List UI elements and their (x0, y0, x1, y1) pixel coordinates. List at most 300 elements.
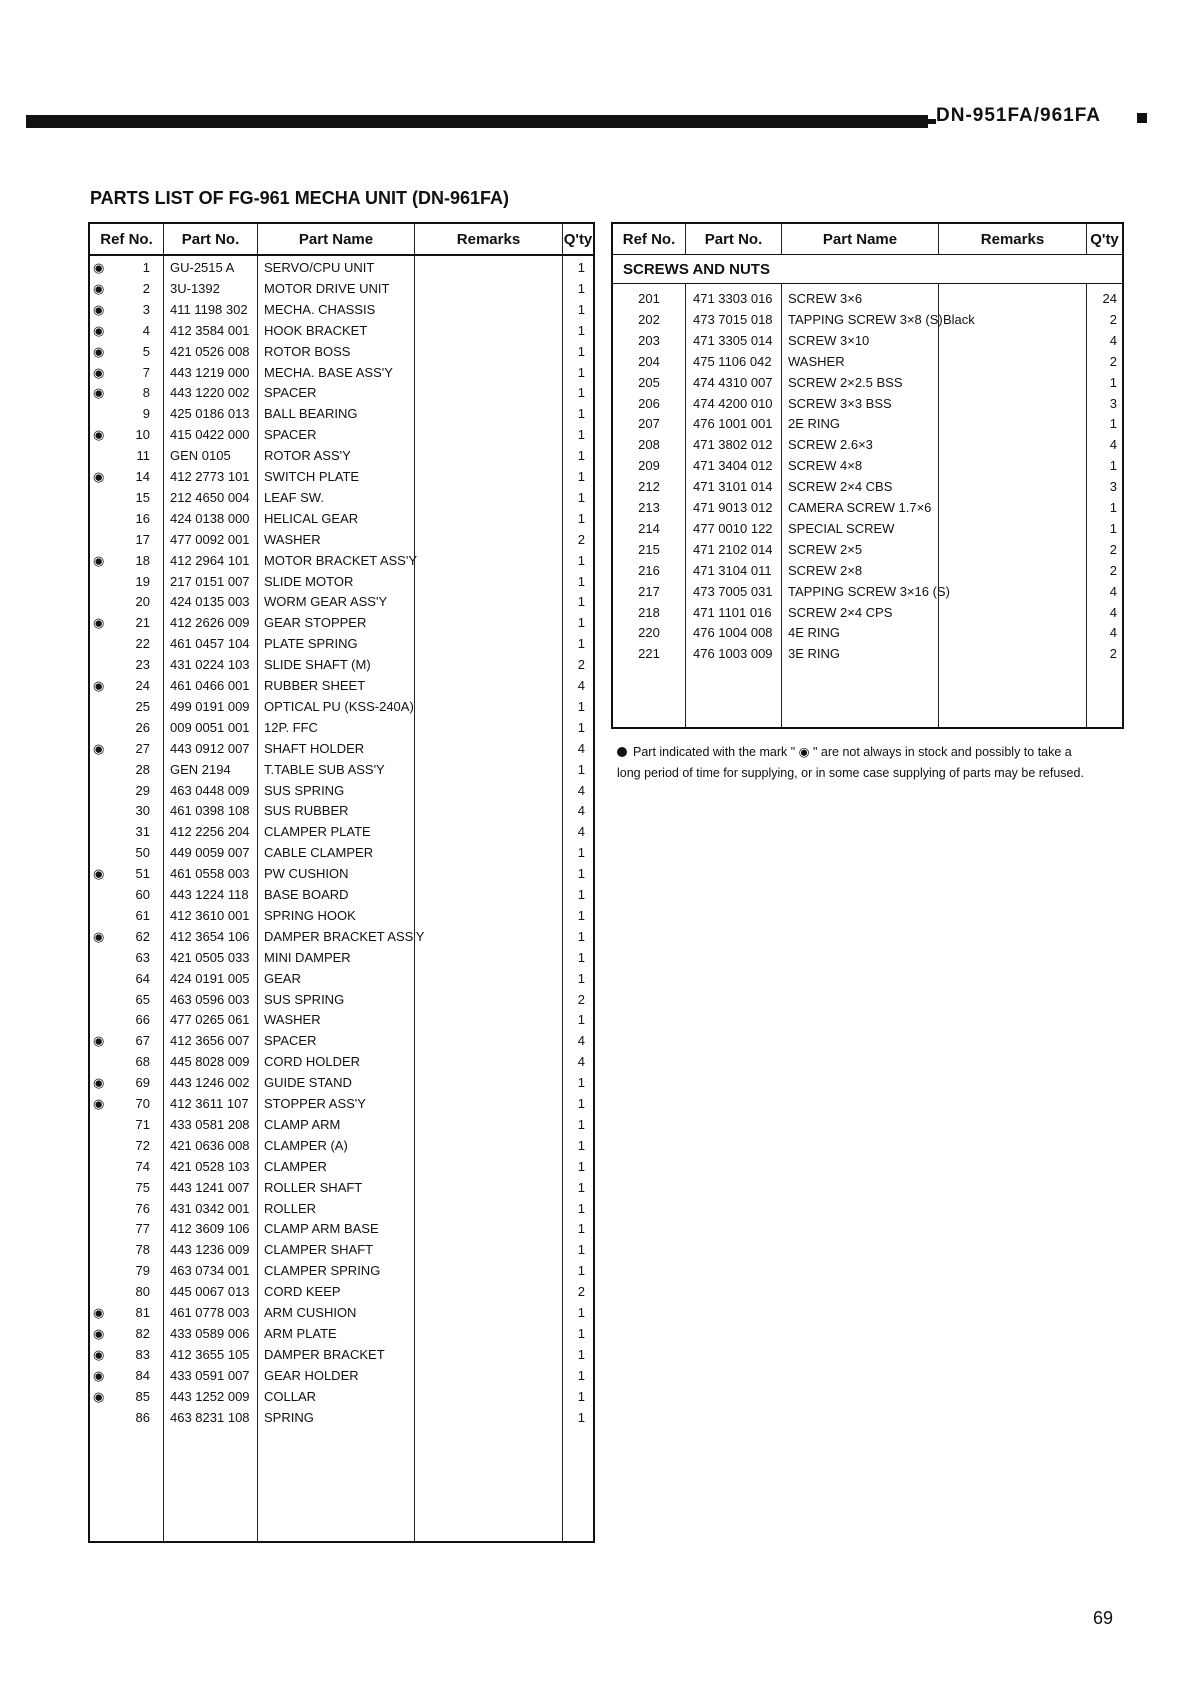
qty: 4 (1109, 604, 1117, 620)
col-header-remarks: Remarks (456, 230, 521, 248)
stock-mark-icon: ◉ (93, 385, 105, 401)
part-no: 421 0505 033 (170, 949, 250, 965)
page-title: PARTS LIST OF FG-961 MECHA UNIT (DN-961FA) (90, 188, 510, 208)
part-no: 424 0138 000 (170, 510, 250, 526)
ref-no: 23 (135, 657, 150, 673)
qty: 1 (577, 719, 585, 735)
part-no: 421 0526 008 (170, 343, 250, 359)
ref-no: 81 (135, 1305, 150, 1320)
table-row (90, 822, 593, 843)
table-row (90, 969, 593, 990)
qty: 4 (577, 740, 585, 756)
ref-no: 218 (638, 604, 660, 620)
ref-no: 15 (135, 489, 150, 505)
ref-no: 26 (135, 719, 150, 735)
part-no: 474 4310 007 (693, 374, 773, 390)
mecha-parts-table (88, 222, 595, 1543)
qty: 1 (577, 1367, 585, 1383)
ref-no: 66 (135, 1012, 150, 1028)
col-header-part-no: Part No. (704, 230, 763, 248)
ref-no: 86 (135, 1409, 150, 1425)
table-row (90, 1031, 593, 1052)
qty: 4 (1109, 583, 1117, 599)
stock-mark-icon: ◉ (93, 1305, 105, 1320)
stock-mark-icon: ◉ (93, 740, 105, 756)
table-row (90, 1324, 593, 1345)
table-row (613, 310, 1122, 331)
part-name: CLAMP ARM BASE (264, 1221, 379, 1237)
table-row (90, 634, 593, 655)
qty: 1 (577, 343, 585, 359)
part-name: SUS SPRING (264, 991, 345, 1007)
qty: 1 (1109, 500, 1117, 515)
qty: 1 (577, 970, 585, 986)
part-name: SCREW 3×6 (788, 291, 863, 306)
ref-no: 21 (135, 615, 150, 631)
ref-no: 202 (638, 311, 660, 327)
table-row (90, 864, 593, 885)
qty: 4 (1109, 437, 1117, 453)
table-row (90, 948, 593, 969)
qty: 4 (577, 803, 585, 819)
qty: 1 (577, 928, 585, 944)
part-no: 415 0422 000 (170, 427, 250, 443)
part-no: 471 3104 011 (693, 562, 772, 578)
qty: 4 (577, 782, 585, 798)
ref-no: 51 (135, 866, 150, 882)
part-name: ROLLER (264, 1200, 317, 1216)
qty: 4 (577, 1033, 585, 1049)
ref-no: 17 (135, 531, 150, 547)
ref-no: 221 (638, 646, 660, 662)
col-header-qty: Q'ty (563, 230, 593, 248)
part-name: T.TABLE SUB ASS'Y (264, 761, 385, 777)
ref-no: 72 (135, 1137, 150, 1153)
qty: 1 (577, 489, 585, 505)
header-rule (26, 115, 928, 128)
part-no: 425 0186 013 (170, 406, 250, 422)
table-row (90, 1408, 593, 1429)
part-name: SPECIAL SCREW (788, 520, 895, 536)
table-row (90, 1240, 593, 1261)
table-row (90, 342, 593, 363)
part-no: 443 1241 007 (170, 1179, 250, 1195)
stock-mark-icon: ◉ (93, 866, 105, 882)
ref-no: 76 (135, 1200, 150, 1216)
part-name: SPACER (264, 1033, 317, 1049)
part-no: 412 3609 106 (170, 1221, 250, 1237)
part-no: 475 1106 042 (693, 353, 772, 369)
part-no: 461 0466 001 (170, 678, 250, 693)
table-row (613, 644, 1122, 665)
part-name: MOTOR DRIVE UNIT (264, 280, 390, 296)
ref-no: 29 (135, 782, 150, 798)
header-rule-tail (926, 119, 936, 124)
table-row (613, 373, 1122, 394)
table-row (90, 1387, 593, 1408)
ref-no: 22 (135, 636, 150, 652)
ref-no: 1 (142, 260, 150, 275)
part-name: ROTOR BOSS (264, 343, 351, 359)
part-name: CABLE CLAMPER (264, 845, 374, 861)
qty: 1 (1109, 520, 1117, 536)
qty: 2 (577, 657, 585, 673)
part-name: PW CUSHION (264, 866, 349, 882)
part-no: 471 9013 012 (693, 500, 773, 515)
part-name: SCREW 2.6×3 (788, 437, 873, 453)
stock-mark-icon: ◉ (93, 364, 105, 380)
part-name: GEAR (264, 970, 301, 986)
ref-no: 201 (638, 291, 660, 306)
part-no: 412 3610 001 (170, 907, 250, 923)
col-header-ref-no: Ref No. (622, 230, 676, 248)
part-name: WASHER (264, 531, 321, 547)
table-row (90, 718, 593, 739)
part-name: PLATE SPRING (264, 636, 358, 652)
qty: 1 (577, 280, 585, 296)
ref-no: 5 (142, 343, 150, 359)
col-header-part-name: Part Name (298, 230, 374, 248)
table-row (90, 1345, 593, 1366)
table-row (90, 760, 593, 781)
qty: 1 (577, 1221, 585, 1237)
part-no: 412 3656 007 (170, 1033, 250, 1049)
ref-no: 16 (135, 510, 150, 526)
stock-mark-icon: ◉ (93, 678, 105, 693)
stock-mark-icon: ◉ (93, 322, 105, 338)
ref-no: 30 (135, 803, 150, 819)
stock-note (617, 742, 1097, 784)
stock-mark-icon: ◉ (93, 1033, 105, 1049)
part-no: 412 2773 101 (170, 469, 250, 484)
part-no: 471 2102 014 (693, 541, 773, 557)
table-row (90, 1157, 593, 1178)
table-row (90, 1282, 593, 1303)
qty: 1 (577, 866, 585, 882)
stock-mark-icon: ◉ (93, 615, 105, 631)
qty: 1 (1109, 416, 1117, 432)
ref-no: 18 (135, 552, 150, 568)
part-name: GEAR STOPPER (264, 615, 367, 631)
table-row (90, 906, 593, 927)
part-no: 433 0581 208 (170, 1116, 250, 1132)
qty: 1 (577, 510, 585, 526)
table-row (90, 739, 593, 760)
part-no: 471 1101 016 (693, 604, 772, 620)
part-no: 471 3305 014 (693, 332, 773, 348)
qty: 1 (577, 552, 585, 568)
part-name: SUS RUBBER (264, 803, 349, 819)
part-name: WASHER (788, 353, 845, 369)
table-row (90, 321, 593, 342)
qty: 3 (1109, 479, 1117, 495)
part-name: DAMPER BRACKET ASS'Y (264, 928, 425, 944)
part-name: LEAF SW. (264, 489, 324, 505)
ref-no: 14 (135, 469, 150, 484)
stock-mark-icon: ◉ (93, 469, 105, 484)
part-name: CLAMPER PLATE (264, 824, 371, 840)
ref-no: 24 (135, 678, 150, 693)
ref-no: 208 (638, 437, 660, 453)
screws-parts-table (611, 222, 1124, 729)
part-no: 443 1220 002 (170, 385, 250, 401)
qty: 1 (577, 427, 585, 443)
qty: 4 (577, 678, 585, 693)
ref-no: 75 (135, 1179, 150, 1195)
part-name: CLAMPER (264, 1158, 327, 1174)
ref-no: 83 (135, 1346, 150, 1362)
qty: 1 (577, 364, 585, 380)
ref-no: 64 (135, 970, 150, 986)
ref-no: 28 (135, 761, 150, 777)
part-name: RUBBER SHEET (264, 678, 366, 693)
ref-no: 203 (638, 332, 660, 348)
ref-no: 207 (638, 416, 660, 432)
table-row (90, 1010, 593, 1031)
table-row (90, 990, 593, 1011)
table-row (90, 655, 593, 676)
part-no: 449 0059 007 (170, 845, 250, 861)
part-name: SHAFT HOLDER (264, 740, 365, 756)
qty: 4 (1109, 625, 1117, 641)
stock-mark-icon: ◉ (93, 427, 105, 443)
part-no: 443 1224 118 (170, 887, 249, 902)
part-no: 471 3802 012 (693, 437, 773, 453)
ref-no: 62 (135, 928, 150, 944)
ref-no: 50 (135, 845, 150, 861)
part-no: 473 7005 031 (693, 583, 773, 599)
qty: 1 (577, 1305, 585, 1320)
table-row (613, 623, 1122, 644)
ref-no: 77 (135, 1221, 150, 1237)
qty: 1 (577, 1012, 585, 1028)
ref-no: 70 (135, 1096, 150, 1111)
part-name: HOOK BRACKET (264, 322, 368, 338)
qty: 1 (577, 573, 585, 589)
part-name: DAMPER BRACKET (264, 1346, 385, 1362)
table-row (90, 467, 593, 488)
part-name: ARM CUSHION (264, 1305, 357, 1320)
qty: 1 (577, 1200, 585, 1216)
part-no: 463 0734 001 (170, 1263, 250, 1279)
table-row (90, 509, 593, 530)
part-no: 471 3101 014 (693, 479, 773, 495)
qty: 1 (577, 1242, 585, 1258)
qty: 1 (577, 1325, 585, 1341)
stock-mark-icon: ◉ (93, 260, 105, 275)
part-name: SCREW 2×5 (788, 541, 863, 557)
part-no: 463 8231 108 (170, 1409, 250, 1425)
qty: 1 (577, 301, 585, 317)
table-row (90, 446, 593, 467)
stock-mark-icon: ◉ (93, 1096, 105, 1111)
ref-no: 212 (638, 479, 660, 495)
ref-no: 11 (136, 448, 150, 464)
qty: 1 (577, 469, 585, 484)
qty: 1 (577, 761, 585, 777)
part-no: 424 0135 003 (170, 594, 250, 610)
table-row (613, 582, 1122, 603)
part-no: 443 0912 007 (170, 740, 250, 756)
ref-no: 206 (638, 395, 660, 411)
table-row (90, 279, 593, 300)
qty: 1 (577, 615, 585, 631)
part-name: CLAMPER SHAFT (264, 1242, 374, 1258)
part-name: SPRING (264, 1409, 314, 1425)
table-row (90, 1178, 593, 1199)
table-row (90, 258, 593, 279)
table-row (90, 927, 593, 948)
qty: 1 (577, 448, 585, 464)
ref-no: 216 (638, 562, 660, 578)
part-name: ROTOR ASS'Y (264, 448, 351, 464)
part-no: 461 0558 003 (170, 866, 250, 882)
col-header-ref-no: Ref No. (100, 230, 153, 248)
stock-mark-icon: ◉ (93, 1367, 105, 1383)
part-name: SPACER (264, 427, 317, 443)
table-row (613, 519, 1122, 540)
table-row (90, 383, 593, 404)
ref-no: 10 (135, 427, 150, 443)
table-row (90, 676, 593, 697)
ref-no: 31 (135, 824, 150, 840)
part-name: BALL BEARING (264, 406, 358, 422)
qty: 1 (577, 907, 585, 923)
qty: 1 (577, 385, 585, 401)
ref-no: 4 (142, 322, 150, 338)
ref-no: 74 (135, 1158, 150, 1174)
qty: 1 (1109, 458, 1117, 474)
table-row (613, 414, 1122, 435)
table-row (90, 613, 593, 634)
part-no: 3U-1392 (170, 280, 220, 296)
table-row (613, 498, 1122, 519)
qty: 1 (577, 594, 585, 610)
table-row (613, 352, 1122, 373)
ref-no: 20 (135, 594, 150, 610)
part-name: GEAR HOLDER (264, 1367, 359, 1383)
qty: 1 (577, 406, 585, 422)
stock-mark-icon: ◉ (93, 301, 105, 317)
qty: 1 (577, 260, 585, 275)
table-row (90, 1303, 593, 1324)
part-name: OPTICAL PU (KSS-240A) (264, 698, 414, 714)
part-name: WASHER (264, 1012, 321, 1028)
table-row (90, 885, 593, 906)
table-row (90, 1219, 593, 1240)
part-no: 009 0051 001 (170, 719, 250, 735)
table-row (90, 1366, 593, 1387)
ref-no: 82 (135, 1325, 150, 1341)
part-name: STOPPER ASS'Y (264, 1096, 366, 1111)
part-name: 12P. FFC (264, 719, 318, 735)
part-no: 443 1236 009 (170, 1242, 250, 1258)
part-no: 421 0636 008 (170, 1137, 250, 1153)
table-row (613, 477, 1122, 498)
part-no: 461 0398 108 (170, 803, 250, 819)
ref-no: 85 (135, 1388, 150, 1404)
qty: 4 (1109, 332, 1117, 348)
part-name: TAPPING SCREW 3×8 (S) (788, 311, 943, 327)
part-no: 412 3655 105 (170, 1346, 250, 1362)
qty: 4 (577, 1054, 585, 1070)
table-row (613, 331, 1122, 352)
part-no: 412 2626 009 (170, 615, 250, 631)
ref-no: 213 (638, 500, 660, 515)
part-name: SERVO/CPU UNIT (264, 260, 375, 275)
qty: 1 (577, 1388, 585, 1404)
part-name: SCREW 2×2.5 BSS (788, 374, 903, 390)
qty: 1 (577, 1137, 585, 1153)
part-name: CORD HOLDER (264, 1054, 361, 1070)
part-name: CLAMP ARM (264, 1116, 341, 1132)
table-row (90, 1261, 593, 1282)
part-name: SCREW 2×8 (788, 562, 863, 578)
part-name: MINI DAMPER (264, 949, 351, 965)
part-name: 2E RING (788, 416, 841, 432)
qty: 1 (577, 1346, 585, 1362)
part-name: CLAMPER (A) (264, 1137, 348, 1153)
table-row (613, 435, 1122, 456)
part-no: 412 3584 001 (170, 322, 250, 338)
part-name: TAPPING SCREW 3×16 (S) (788, 583, 950, 599)
stock-mark-icon: ◉ (93, 552, 105, 568)
part-no: 412 3611 107 (170, 1096, 249, 1111)
qty: 1 (1109, 374, 1117, 390)
qty: 4 (577, 824, 585, 840)
col-header-part-no: Part No. (181, 230, 240, 248)
qty: 2 (577, 1284, 585, 1300)
stock-mark-icon: ◉ (93, 280, 105, 296)
part-no: 477 0010 122 (693, 520, 773, 536)
qty: 1 (577, 845, 585, 861)
part-no: 445 8028 009 (170, 1054, 250, 1070)
part-no: 476 1001 001 (693, 416, 773, 432)
ref-no: 7 (142, 364, 150, 380)
ref-no: 9 (142, 406, 150, 422)
ref-no: 3 (142, 301, 150, 317)
part-no: 471 3303 016 (693, 291, 773, 306)
ref-no: 2 (142, 280, 150, 296)
part-name: SPRING HOOK (264, 907, 356, 923)
part-name: 3E RING (788, 646, 841, 662)
part-no: 412 2256 204 (170, 824, 250, 840)
section-label-screws: SCREWS AND NUTS (623, 261, 770, 278)
part-no: 474 4200 010 (693, 395, 773, 411)
stock-mark-icon: ◉ (93, 1388, 105, 1404)
table-row (613, 289, 1122, 310)
model-title: DN-951FA/961FA (936, 105, 1102, 126)
ref-no: 65 (135, 991, 150, 1007)
bullet-icon (617, 747, 627, 757)
part-name: MECHA. CHASSIS (264, 301, 376, 317)
ref-no: 78 (135, 1242, 150, 1258)
table-row (90, 530, 593, 551)
stock-mark-icon: ◉ (93, 343, 105, 359)
part-no: 471 3404 012 (693, 458, 773, 474)
ref-no: 214 (638, 520, 660, 536)
col-header-qty: Q'ty (1090, 230, 1119, 248)
stock-mark-icon: ◉ (93, 928, 105, 944)
table-row (90, 592, 593, 613)
part-no: 412 2964 101 (170, 552, 250, 568)
part-name: MOTOR BRACKET ASS'Y (264, 552, 417, 568)
part-name: BASE BOARD (264, 887, 349, 902)
ref-no: 205 (638, 374, 660, 390)
table-row (90, 1052, 593, 1073)
part-no: 477 0092 001 (170, 531, 250, 547)
part-name: SLIDE SHAFT (M) (264, 657, 371, 673)
